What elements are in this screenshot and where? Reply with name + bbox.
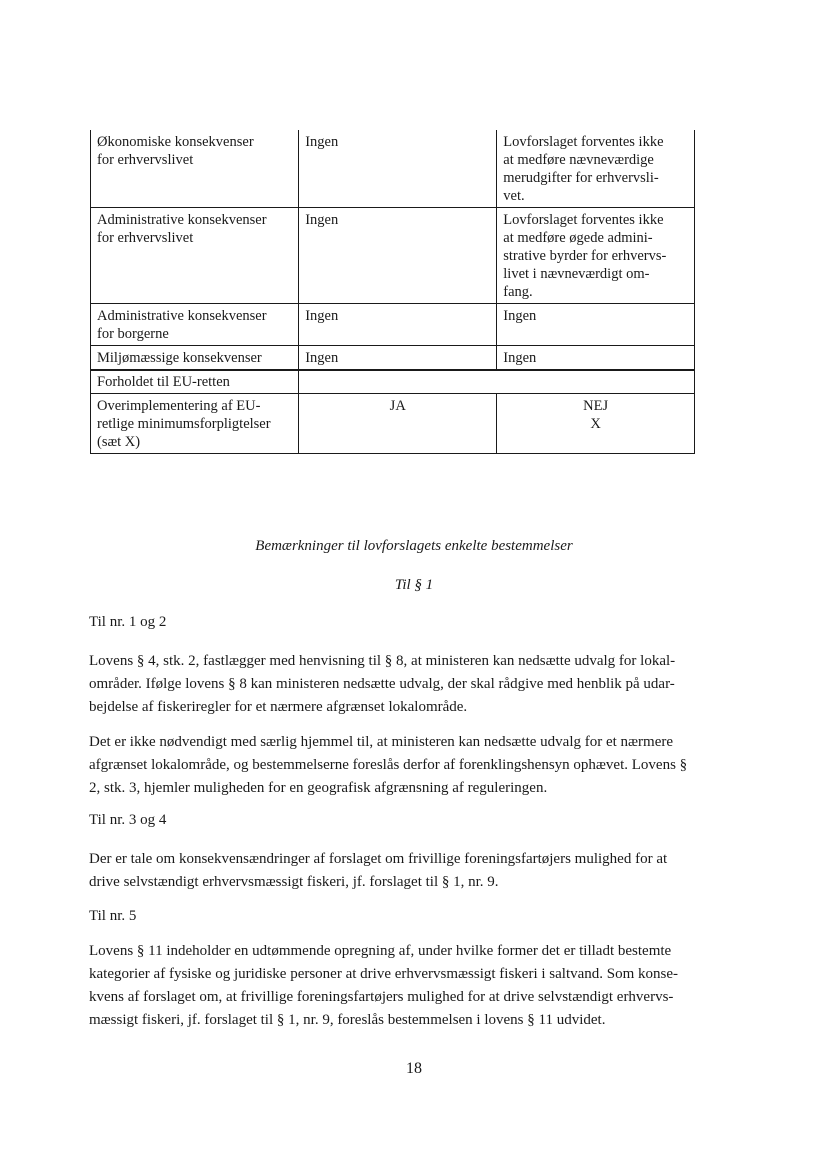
paragraph: Lovens § 4, stk. 2, fastlægger med henvisning til § 8, at ministeren kan nedsætte udvalg for lokal- områder. Ifølge lovens § 8 kan ministeren nedsætte udvalg, der skal rådgive med henblik på udar- bejdelse af fiskeriregler for et nærmere afgrænset lokalområde. xyxy=(89,653,676,715)
table-cell-value: Ingen xyxy=(299,208,497,304)
table-row-eu-section xyxy=(91,370,695,394)
table-row xyxy=(91,208,695,304)
table-cell-label: Miljømæssige konsekvenser xyxy=(91,346,299,371)
paragraph: Til nr. 1 og 2 xyxy=(89,614,167,630)
table-cell-yes: JA xyxy=(299,394,497,454)
section-heading: Bemærkninger til lovforslagets enkelte bestemmelser xyxy=(255,538,573,554)
table-cell-value: Ingen xyxy=(299,346,497,371)
table-cell-value: Ingen xyxy=(299,304,497,346)
eu-section-label: Forholdet til EU-retten xyxy=(91,370,299,394)
table-cell-label: Overimplementering af EU- retlige minimumsforpligtelser (sæt X) xyxy=(91,394,299,454)
page-number: 18 xyxy=(406,1060,422,1077)
paragraph: Til nr. 3 og 4 xyxy=(89,812,167,828)
table-cell-no: NEJ X xyxy=(497,394,695,454)
table-cell-label: Økonomiske konsekvenser for erhvervslivet xyxy=(91,130,299,208)
checkmark-x: X xyxy=(590,416,601,432)
sub-heading: Til § 1 xyxy=(394,577,434,593)
consequences-table xyxy=(90,130,695,454)
table-cell-label: Administrative konsekvenser for borgerne xyxy=(91,304,299,346)
table-row xyxy=(91,130,695,208)
table-cell-value: Ingen xyxy=(299,130,497,208)
table-row xyxy=(91,394,695,454)
table-row xyxy=(91,304,695,346)
table-cell-comment: Ingen xyxy=(497,304,695,346)
table-cell-empty xyxy=(299,370,695,394)
paragraph: Lovens § 11 indeholder en udtømmende opregning af, under hvilke former det er tilladt bestemte kategorier af fysiske og juridiske personer at drive erhvervsmæssigt fiskeri i saltvand. Som konse- kvens af forslaget om, at frivillige foreningsfartøjers mulighed for at drive selvstændigt erhvervs- mæssigt fiskeri, jf. forslaget til § 1, nr. 9, foreslås bestemmelsen i lovens § 11 udvidet. xyxy=(89,943,679,1028)
paragraph: Til nr. 5 xyxy=(89,908,137,924)
table-row xyxy=(91,346,695,371)
table-cell-comment: Ingen xyxy=(497,346,695,371)
table-cell-comment: Lovforslaget forventes ikke at medføre øgede admini- strative byrder for erhvervs- livet i nævneværdigt om- fang. xyxy=(497,208,695,304)
paragraph: Der er tale om konsekvensændringer af forslaget om frivillige foreningsfartøjers mulighed for at drive selvstændigt erhvervsmæssigt fiskeri, jf. forslaget til § 1, nr. 9. xyxy=(89,851,668,890)
table-cell-comment: Lovforslaget forventes ikke at medføre nævneværdige merudgifter for erhvervsli- vet. xyxy=(497,130,695,208)
paragraph: Det er ikke nødvendigt med særlig hjemmel til, at ministeren kan nedsætte udvalg for et nærmere afgrænset lokalområde, og bestemmelserne foreslås derfor af forenklingshensyn ophævet. Lovens § 2, stk. 3, hjemler muligheden for en geografisk afgrænsning af reguleringen. xyxy=(89,734,688,796)
table-cell-label: Administrative konsekvenser for erhvervslivet xyxy=(91,208,299,304)
